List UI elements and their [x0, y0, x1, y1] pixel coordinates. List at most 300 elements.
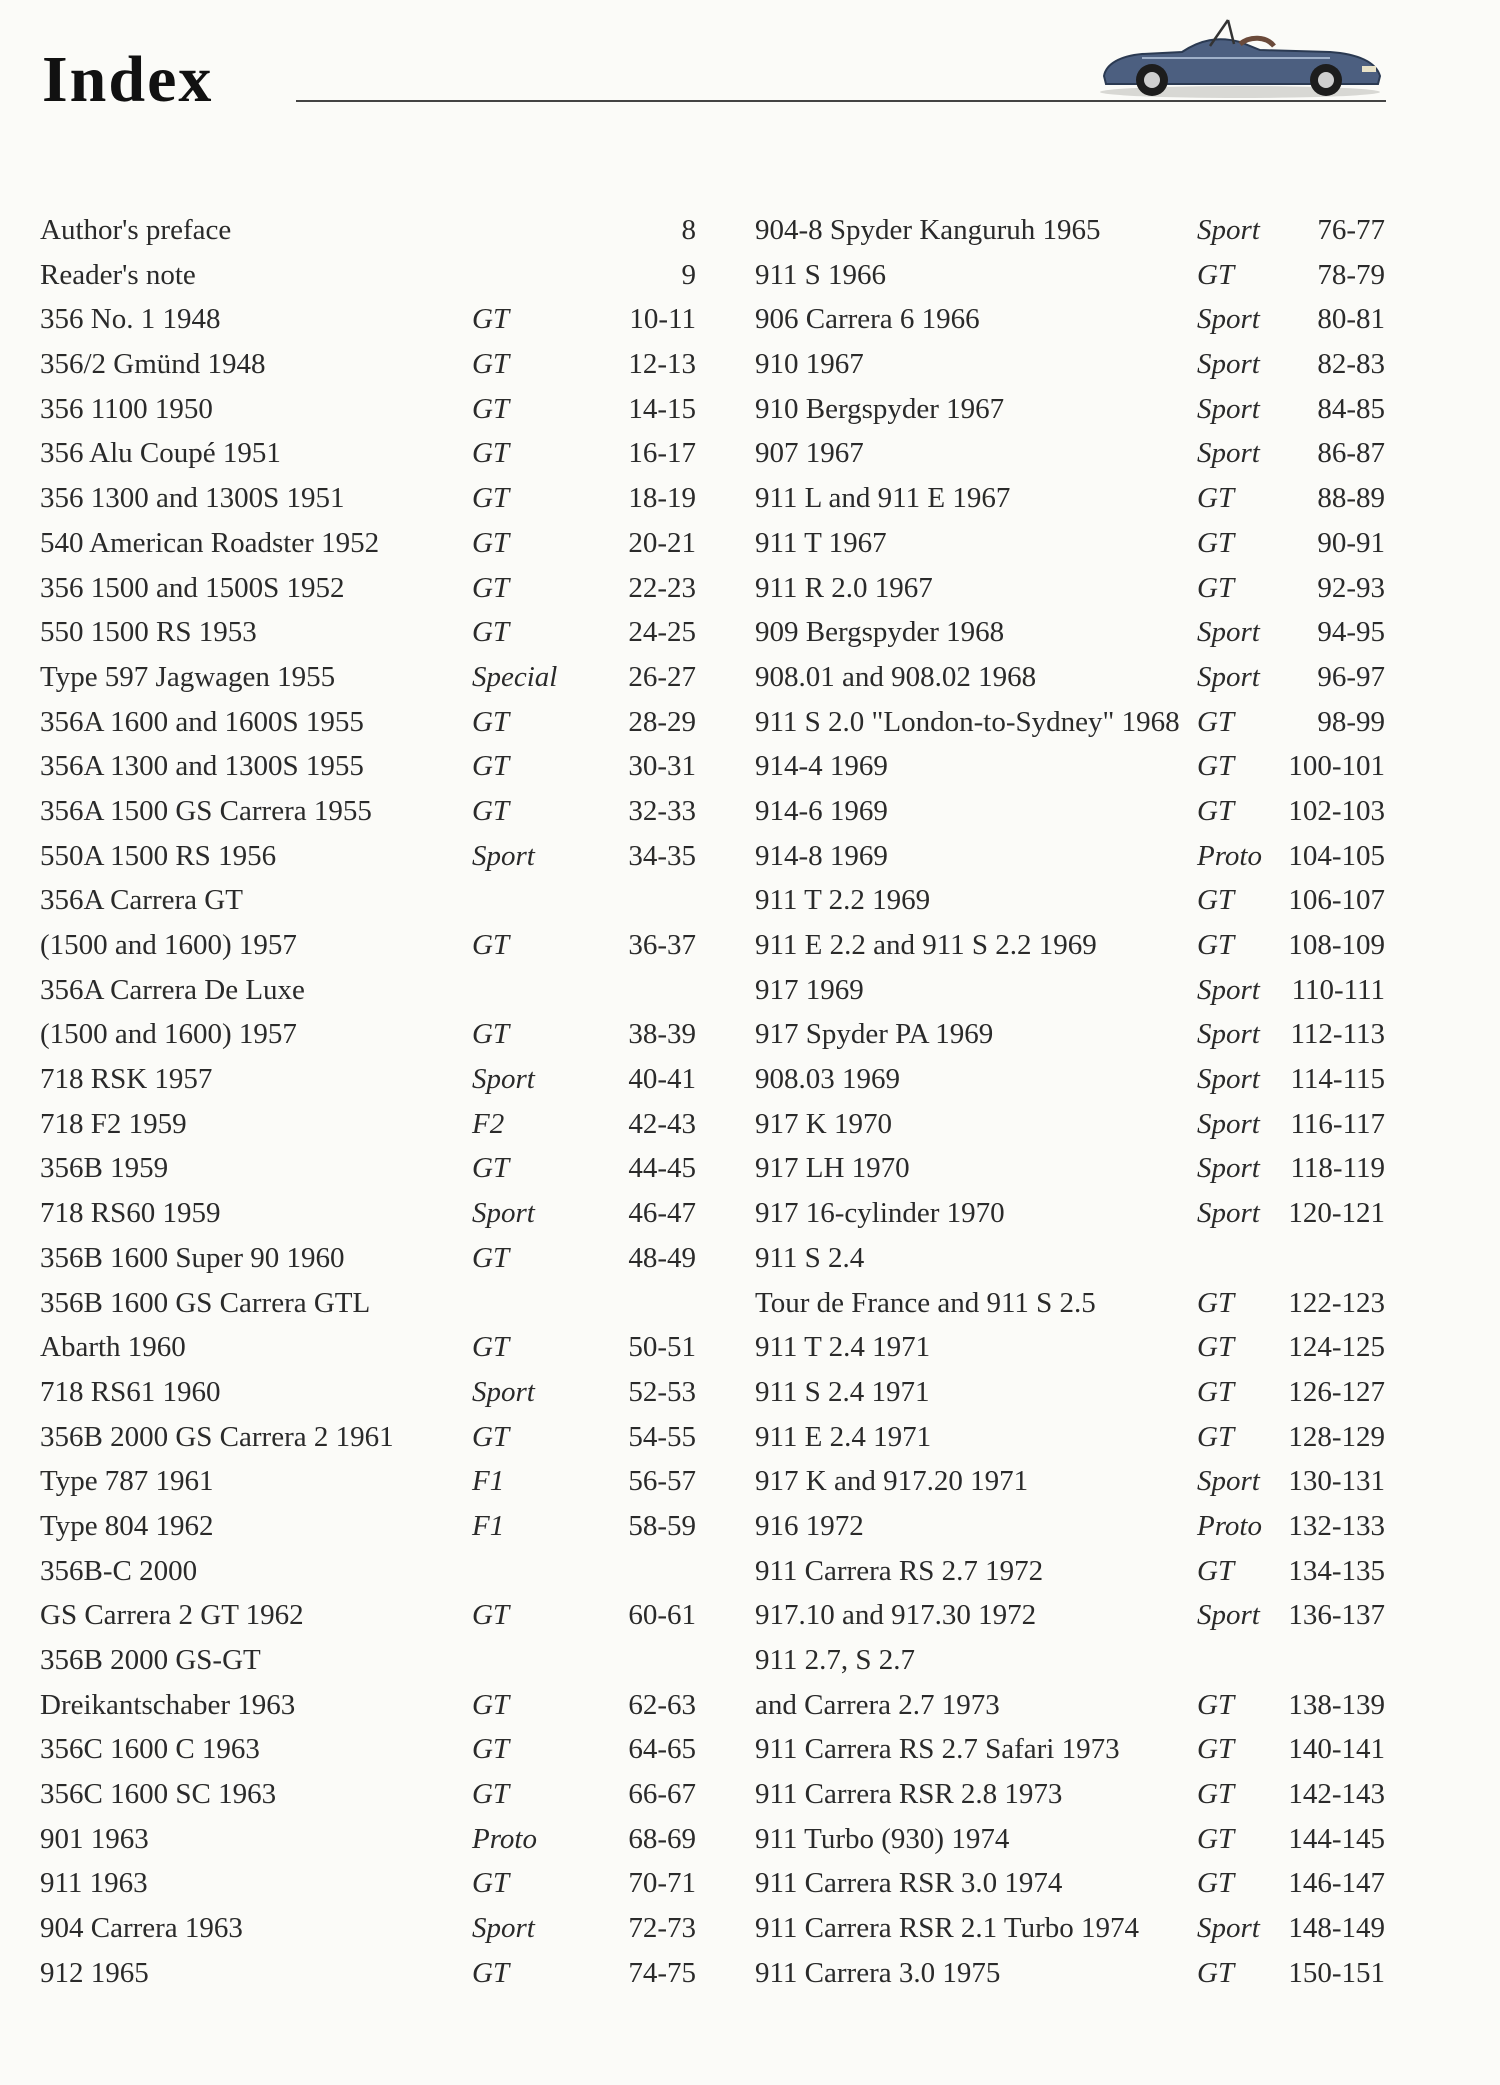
index-entry [755, 1370, 1385, 1415]
entry-title: 917 16-cylinder 1970 [755, 1197, 1005, 1230]
entry-pages: 16-17 [628, 437, 696, 470]
entry-category: GT [472, 303, 510, 336]
entry-pages: 48-49 [628, 1241, 696, 1274]
index-entry [755, 1057, 1385, 1102]
entry-title: 911 2.7, S 2.7 [755, 1644, 916, 1676]
entry-pages: 126-127 [1288, 1375, 1385, 1408]
entry-title: 356/2 Gmünd 1948 [40, 348, 266, 381]
index-entry [40, 1727, 696, 1772]
entry-pages: 22-23 [628, 571, 696, 604]
entry-title: 356A 1600 and 1600S 1955 [40, 705, 364, 738]
entry-title: 908.03 1969 [755, 1063, 900, 1096]
entry-category: GT [1197, 1286, 1235, 1319]
entry-title: 356B-C 2000 [40, 1554, 198, 1587]
index-entry [755, 1146, 1385, 1191]
entry-pages: 142-143 [1288, 1778, 1385, 1811]
entry-category: GT [472, 437, 510, 470]
entry-pages: 46-47 [628, 1197, 696, 1230]
entry-title: 356B 1600 GS Carrera GTL [40, 1286, 371, 1319]
entry-category: GT [1197, 1956, 1235, 1989]
index-entry [40, 700, 696, 745]
entry-title: 910 Bergspyder 1967 [755, 392, 1005, 425]
entry-pages: 88-89 [1317, 482, 1385, 515]
entry-pages: 30-31 [628, 750, 696, 783]
entry-pages: 64-65 [628, 1733, 696, 1766]
index-entry [755, 253, 1385, 298]
entry-category: GT [1197, 1554, 1235, 1587]
entry-pages: 114-115 [1290, 1063, 1385, 1096]
entry-category: GT [1197, 1420, 1235, 1453]
entry-title: 911 Carrera RSR 2.1 Turbo 1974 [755, 1912, 1139, 1945]
entry-pages: 146-147 [1288, 1867, 1385, 1900]
index-entry [40, 1057, 696, 1102]
entry-pages: 84-85 [1317, 392, 1385, 425]
entry-category: GT [1197, 750, 1235, 783]
index-entry [40, 610, 696, 655]
entry-category: Sport [1197, 660, 1260, 693]
index-entry [755, 1102, 1385, 1147]
entry-pages: 60-61 [628, 1599, 696, 1632]
entry-category: GT [472, 1956, 510, 1989]
entry-pages: 34-35 [628, 839, 696, 872]
entry-title: Tour de France and 911 S 2.5 [755, 1286, 1096, 1319]
entry-pages: 80-81 [1317, 303, 1385, 336]
entry-title: and Carrera 2.7 1973 [755, 1688, 1000, 1721]
index-entry [755, 1504, 1385, 1549]
entry-pages: 116-117 [1290, 1107, 1385, 1140]
entry-category: GT [1197, 1733, 1235, 1766]
entry-category: Sport [1197, 1018, 1260, 1051]
entry-pages: 150-151 [1288, 1956, 1385, 1989]
entry-category: GT [472, 616, 510, 649]
entry-pages: 90-91 [1317, 526, 1385, 559]
index-entry [755, 700, 1385, 745]
entry-pages: 44-45 [628, 1152, 696, 1185]
entry-pages: 106-107 [1288, 884, 1385, 917]
entry-category: GT [472, 392, 510, 425]
entry-pages: 8 [681, 214, 696, 246]
index-entry [40, 208, 696, 253]
entry-title: 910 1967 [755, 348, 864, 381]
entry-title: 909 Bergspyder 1968 [755, 616, 1005, 649]
entry-pages: 36-37 [628, 929, 696, 961]
entry-title: 356C 1600 SC 1963 [40, 1778, 277, 1811]
entry-title: 718 F2 1959 [40, 1107, 187, 1140]
entry-category: GT [1197, 884, 1235, 917]
page-title: Index [42, 43, 214, 116]
index-entry [755, 744, 1385, 789]
entry-pages: 56-57 [628, 1465, 696, 1498]
index-entry [755, 1638, 1385, 1683]
index-entry [40, 1683, 696, 1728]
index-entry [40, 1012, 696, 1057]
entry-category: F1 [472, 1509, 505, 1542]
entry-title: Abarth 1960 [40, 1331, 186, 1364]
entry-title: 907 1967 [755, 437, 864, 470]
entry-pages: 138-139 [1288, 1688, 1385, 1721]
entry-title: 911 E 2.2 and 911 S 2.2 1969 [755, 929, 1097, 961]
index-column-right [755, 208, 1385, 1996]
entry-title: Type 787 1961 [40, 1465, 214, 1498]
entry-pages: 12-13 [628, 348, 696, 381]
entry-category: Sport [472, 1912, 535, 1945]
entry-pages: 86-87 [1317, 437, 1385, 470]
entry-pages: 104-105 [1288, 839, 1385, 872]
entry-pages: 144-145 [1288, 1822, 1385, 1855]
index-entry [40, 834, 696, 879]
index-entry [755, 1861, 1385, 1906]
entry-pages: 28-29 [628, 705, 696, 738]
entry-title: 911 Carrera RS 2.7 1972 [755, 1554, 1044, 1587]
entry-pages: 118-119 [1290, 1152, 1385, 1185]
index-entry [40, 387, 696, 432]
entry-category: Sport [1197, 1599, 1260, 1632]
entry-title: (1500 and 1600) 1957 [40, 1018, 297, 1051]
index-entry [40, 566, 696, 611]
entry-title: GS Carrera 2 GT 1962 [40, 1599, 304, 1632]
index-entry [40, 655, 696, 700]
index-entry [755, 387, 1385, 432]
entry-category: GT [472, 482, 510, 515]
entry-pages: 42-43 [628, 1107, 696, 1140]
entry-category: Proto [1197, 1509, 1262, 1542]
entry-title: 911 Carrera 3.0 1975 [755, 1956, 1001, 1989]
entry-category: Sport [1197, 1152, 1260, 1185]
index-entry [755, 431, 1385, 476]
entry-pages: 52-53 [628, 1375, 696, 1408]
index-entry [755, 789, 1385, 834]
index-entry [40, 521, 696, 566]
entry-title: Author's preface [40, 214, 232, 246]
index-column-left [40, 208, 696, 1996]
entry-category: Sport [1197, 1063, 1260, 1096]
index-entry [40, 476, 696, 521]
index-entry [755, 1236, 1385, 1281]
index-entry [40, 297, 696, 342]
entry-title: 356A 1300 and 1300S 1955 [40, 750, 364, 783]
index-entry [40, 968, 690, 1013]
entry-pages: 78-79 [1317, 258, 1385, 291]
entry-pages: 128-129 [1288, 1420, 1385, 1453]
index-entry [755, 297, 1385, 342]
entry-category: GT [1197, 794, 1235, 827]
entry-category: GT [472, 1152, 510, 1185]
entry-title: 356B 1959 [40, 1152, 169, 1185]
entry-pages: 68-69 [628, 1822, 696, 1855]
entry-category: Sport [472, 839, 535, 872]
index-entry [755, 1727, 1385, 1772]
entry-category: Sport [1197, 1197, 1260, 1230]
entry-title: 356 1300 and 1300S 1951 [40, 482, 345, 515]
entry-category: Sport [1197, 616, 1260, 649]
index-entry [755, 208, 1385, 253]
entry-pages: 100-101 [1288, 750, 1385, 783]
index-entry [755, 1683, 1385, 1728]
entry-title: 356A Carrera GT [40, 884, 243, 917]
entry-pages: 102-103 [1288, 794, 1385, 827]
entry-pages: 62-63 [628, 1688, 696, 1721]
entry-category: GT [1197, 1778, 1235, 1811]
entry-pages: 82-83 [1317, 348, 1385, 381]
index-entry [40, 1906, 696, 1951]
entry-title: 356 No. 1 1948 [40, 303, 221, 336]
entry-title: 356C 1600 C 1963 [40, 1733, 260, 1766]
entry-category: GT [1197, 258, 1235, 291]
entry-title: 718 RS60 1959 [40, 1197, 221, 1230]
entry-category: GT [1197, 705, 1235, 738]
entry-pages: 9 [681, 258, 696, 291]
entry-title: 904 Carrera 1963 [40, 1912, 243, 1945]
entry-pages: 148-149 [1288, 1912, 1385, 1945]
entry-title: 917 1969 [755, 973, 864, 1006]
index-entry [755, 834, 1385, 879]
index-entry [40, 1370, 696, 1415]
entry-title: 912 1965 [40, 1956, 149, 1989]
entry-title: 917 Spyder PA 1969 [755, 1018, 994, 1051]
entry-title: 356 1100 1950 [40, 392, 213, 425]
entry-category: GT [472, 1599, 510, 1632]
entry-title: 911 Carrera RS 2.7 Safari 1973 [755, 1733, 1120, 1766]
entry-category: GT [472, 348, 510, 381]
entry-title: Reader's note [40, 258, 196, 291]
entry-pages: 74-75 [628, 1956, 696, 1989]
entry-pages: 76-77 [1317, 214, 1385, 246]
entry-category: GT [472, 571, 510, 604]
entry-category: GT [1197, 1822, 1235, 1855]
entry-pages: 108-109 [1288, 929, 1385, 961]
index-entry [40, 1861, 696, 1906]
entry-category: GT [1197, 482, 1235, 515]
index-entry [755, 1772, 1385, 1817]
entry-category: GT [472, 1331, 510, 1364]
index-entry [40, 1325, 696, 1370]
index-entry [40, 1951, 696, 1996]
entry-category: GT [472, 1778, 510, 1811]
entry-title: 901 1963 [40, 1822, 149, 1855]
index-entry [755, 342, 1385, 387]
entry-category: F1 [472, 1465, 505, 1498]
entry-category: GT [1197, 1375, 1235, 1408]
entry-title: 550 1500 RS 1953 [40, 616, 257, 649]
index-entry [40, 878, 690, 923]
entry-title: 917 LH 1970 [755, 1152, 910, 1185]
entry-category: GT [472, 1867, 510, 1900]
entry-category: Proto [472, 1822, 537, 1855]
entry-title: 911 E 2.4 1971 [755, 1420, 932, 1453]
index-entry [40, 1236, 696, 1281]
entry-title: Type 804 1962 [40, 1509, 214, 1542]
entry-pages: 18-19 [628, 482, 696, 515]
entry-title: 917 K 1970 [755, 1107, 892, 1140]
entry-title: Type 597 Jagwagen 1955 [40, 660, 336, 693]
entry-category: GT [472, 526, 510, 559]
index-entry [40, 1415, 696, 1460]
entry-category: Proto [1197, 839, 1262, 872]
entry-pages: 130-131 [1288, 1465, 1385, 1498]
index-entry [40, 744, 696, 789]
entry-category: GT [1197, 1331, 1235, 1364]
convertible-car-illustration [1090, 6, 1390, 106]
entry-category: Sport [1197, 1912, 1260, 1945]
entry-category: GT [472, 929, 510, 961]
entry-pages: 10-11 [629, 303, 696, 336]
index-entry [40, 431, 696, 476]
index-entry [755, 610, 1385, 655]
entry-title: 356A Carrera De Luxe [40, 973, 305, 1006]
index-entry [755, 1325, 1385, 1370]
index-entry [40, 789, 696, 834]
entry-pages: 58-59 [628, 1509, 696, 1542]
entry-pages: 122-123 [1288, 1286, 1385, 1319]
entry-category: Sport [1197, 214, 1260, 246]
entry-category: Sport [472, 1063, 535, 1096]
index-entry [755, 1459, 1385, 1504]
entry-category: Sport [1197, 437, 1260, 470]
entry-title: 911 R 2.0 1967 [755, 571, 933, 604]
entry-pages: 124-125 [1288, 1331, 1385, 1364]
entry-title: 914-8 1969 [755, 839, 888, 872]
entry-category: GT [472, 1420, 510, 1453]
entry-title: 917 K and 917.20 1971 [755, 1465, 1029, 1498]
entry-title: 914-6 1969 [755, 794, 888, 827]
entry-category: GT [1197, 929, 1235, 961]
entry-title: 911 S 2.4 1971 [755, 1375, 930, 1408]
entry-title: 917.10 and 917.30 1972 [755, 1599, 1037, 1632]
index-entry [755, 1281, 1385, 1326]
index-entry [40, 1772, 696, 1817]
entry-category: GT [472, 1688, 510, 1721]
index-entry [40, 1504, 696, 1549]
entry-pages: 96-97 [1317, 660, 1385, 693]
entry-title: 718 RS61 1960 [40, 1375, 221, 1408]
index-entry [40, 1459, 696, 1504]
entry-category: GT [472, 1733, 510, 1766]
entry-title: 911 S 2.4 [755, 1241, 865, 1274]
entry-category: GT [1197, 1867, 1235, 1900]
index-entry [40, 923, 696, 968]
entry-category: GT [1197, 526, 1235, 559]
index-entry [755, 655, 1385, 700]
entry-pages: 140-141 [1288, 1733, 1385, 1766]
entry-category: Sport [1197, 1465, 1260, 1498]
index-entry [40, 1102, 696, 1147]
index-entry [40, 1638, 690, 1683]
entry-pages: 50-51 [628, 1331, 696, 1364]
index-entry [755, 566, 1385, 611]
entry-title: (1500 and 1600) 1957 [40, 929, 297, 961]
entry-title: 904-8 Spyder Kanguruh 1965 [755, 214, 1101, 246]
entry-category: Special [472, 660, 558, 693]
entry-pages: 70-71 [628, 1867, 696, 1900]
entry-title: 911 Carrera RSR 2.8 1973 [755, 1778, 1063, 1811]
index-entry [755, 923, 1385, 968]
entry-title: 911 1963 [40, 1867, 148, 1900]
entry-category: Sport [1197, 1107, 1260, 1140]
entry-category: GT [472, 1018, 510, 1051]
index-entry [40, 1549, 690, 1594]
entry-pages: 14-15 [628, 392, 696, 425]
entry-pages: 54-55 [628, 1420, 696, 1453]
entry-title: 356B 2000 GS-GT [40, 1644, 261, 1676]
entry-pages: 132-133 [1288, 1509, 1385, 1542]
index-entry [755, 1191, 1385, 1236]
entry-category: GT [472, 750, 510, 783]
entry-pages: 26-27 [628, 660, 696, 693]
entry-category: GT [1197, 1688, 1235, 1721]
index-entry [755, 521, 1385, 566]
entry-title: 911 T 2.4 1971 [755, 1331, 931, 1364]
entry-pages: 134-135 [1288, 1554, 1385, 1587]
entry-title: 356B 1600 Super 90 1960 [40, 1241, 345, 1274]
entry-title: 718 RSK 1957 [40, 1063, 213, 1096]
entry-category: Sport [472, 1197, 535, 1230]
index-entry [755, 1951, 1385, 1996]
entry-title: 916 1972 [755, 1509, 864, 1542]
entry-title: 911 S 1966 [755, 258, 887, 291]
entry-title: 356A 1500 GS Carrera 1955 [40, 794, 372, 827]
entry-pages: 120-121 [1288, 1197, 1385, 1230]
entry-title: 911 T 1967 [755, 526, 887, 559]
entry-category: GT [1197, 571, 1235, 604]
index-entry [40, 253, 696, 298]
entry-pages: 24-25 [628, 616, 696, 649]
entry-category: Sport [1197, 348, 1260, 381]
index-entry [40, 342, 696, 387]
entry-pages: 72-73 [628, 1912, 696, 1945]
entry-category: GT [472, 705, 510, 738]
index-entry [755, 968, 1385, 1013]
entry-category: Sport [1197, 392, 1260, 425]
index-entry [755, 1906, 1385, 1951]
entry-pages: 94-95 [1317, 616, 1385, 649]
entry-title: 914-4 1969 [755, 750, 888, 783]
entry-pages: 38-39 [628, 1018, 696, 1051]
entry-title: 356 1500 and 1500S 1952 [40, 571, 345, 604]
index-entry [755, 1817, 1385, 1862]
entry-title: 550A 1500 RS 1956 [40, 839, 277, 872]
entry-pages: 92-93 [1317, 571, 1385, 604]
entry-title: Dreikantschaber 1963 [40, 1688, 296, 1721]
index-entry [40, 1817, 696, 1862]
index-entry [40, 1146, 696, 1191]
entry-title: 540 American Roadster 1952 [40, 526, 380, 559]
entry-category: Sport [472, 1375, 535, 1408]
entry-title: 911 Turbo (930) 1974 [755, 1822, 1010, 1855]
index-entry [755, 1012, 1385, 1057]
index-entry [755, 878, 1385, 923]
index-entry [755, 1549, 1385, 1594]
entry-pages: 40-41 [628, 1063, 696, 1096]
entry-category: Sport [1197, 973, 1260, 1006]
index-entry [40, 1281, 690, 1326]
entry-title: 911 S 2.0 "London-to-Sydney" 1968 [755, 705, 1180, 738]
entry-category: GT [472, 794, 510, 827]
entry-title: 356 Alu Coupé 1951 [40, 437, 281, 470]
entry-category: F2 [472, 1107, 505, 1140]
index-entry [40, 1593, 696, 1638]
index-entry [40, 1191, 696, 1236]
index-entry [755, 476, 1385, 521]
entry-title: 911 L and 911 E 1967 [755, 482, 1011, 515]
entry-title: 911 Carrera RSR 3.0 1974 [755, 1867, 1063, 1900]
entry-category: Sport [1197, 303, 1260, 336]
entry-category: GT [472, 1241, 510, 1274]
entry-title: 356B 2000 GS Carrera 2 1961 [40, 1420, 394, 1453]
entry-pages: 110-111 [1291, 973, 1385, 1006]
entry-pages: 20-21 [628, 526, 696, 559]
entry-pages: 98-99 [1317, 705, 1385, 738]
index-entry [755, 1593, 1385, 1638]
